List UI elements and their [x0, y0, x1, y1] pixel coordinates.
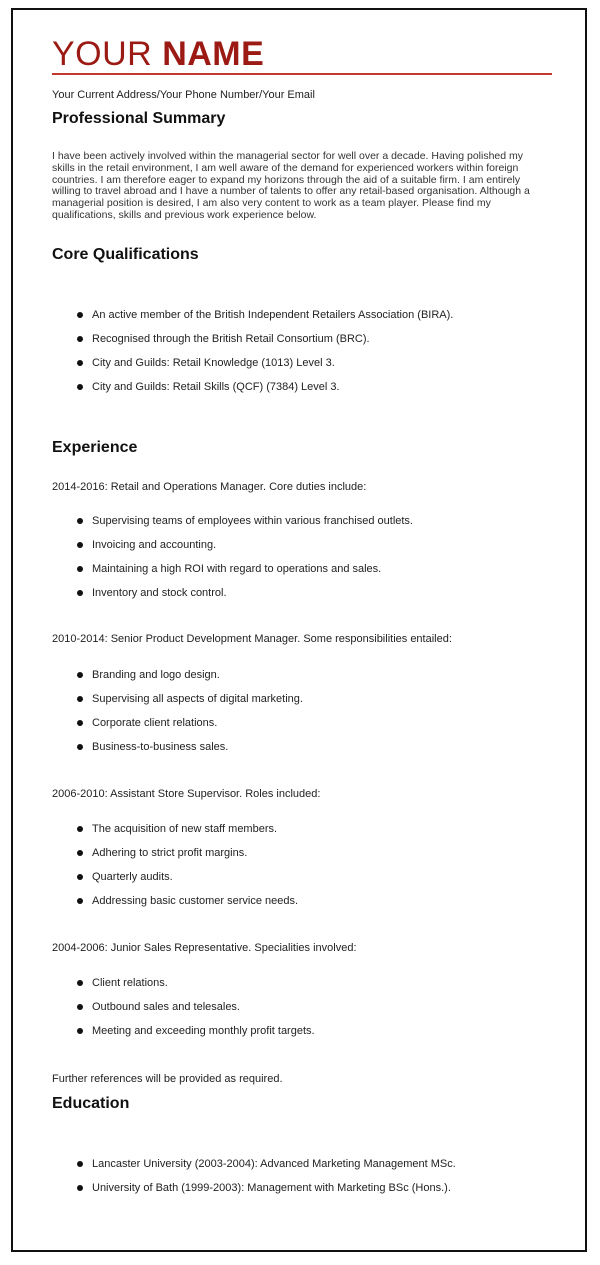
list-item — [52, 894, 298, 918]
list-item — [52, 846, 298, 870]
list-item — [52, 1024, 315, 1048]
list-item-text: Recognised through the British Retail Consortium (BRC). — [92, 333, 370, 345]
list-item — [52, 692, 303, 716]
list-item-text: Quarterly audits. — [92, 871, 173, 883]
list-item — [52, 1000, 315, 1024]
list-item-text: Maintaining a high ROI with regard to operations and sales. — [92, 563, 382, 575]
cv-name — [52, 34, 264, 74]
list-item — [52, 586, 413, 610]
bullet-icon — [77, 1185, 83, 1191]
list-item — [52, 332, 453, 356]
bullet-icon — [77, 826, 83, 832]
list-item — [52, 562, 413, 586]
bullet-icon — [77, 518, 83, 524]
job-duties-list — [52, 822, 298, 918]
list-item — [52, 514, 413, 538]
job-title: 2004-2006: Junior Sales Representative. Specialities involved: — [52, 942, 357, 954]
contact-line: Your Current Address/Your Phone Number/Your Email — [52, 89, 315, 101]
bullet-icon — [77, 590, 83, 596]
list-item-text: City and Guilds: Retail Knowledge (1013) Level 3. — [92, 357, 335, 369]
list-item — [52, 740, 303, 764]
list-item-text: Supervising teams of employees within various franchised outlets. — [92, 515, 413, 527]
bullet-icon — [77, 566, 83, 572]
summary-heading: Professional Summary — [52, 110, 226, 127]
list-item-text: Business-to-business sales. — [92, 741, 229, 753]
bullet-icon — [77, 744, 83, 750]
job-duties-list — [52, 668, 303, 764]
last-name: NAME — [162, 35, 265, 73]
list-item-text: Lancaster University (2003-2004): Advanced Marketing Management MSc. — [92, 1158, 456, 1170]
bullet-icon — [77, 542, 83, 548]
name-divider — [52, 73, 552, 75]
list-item — [52, 822, 298, 846]
education-heading: Education — [52, 1095, 130, 1112]
list-item-text: Corporate client relations. — [92, 717, 218, 729]
list-item-text: Invoicing and accounting. — [92, 539, 217, 551]
list-item-text: City and Guilds: Retail Skills (QCF) (7384) Level 3. — [92, 381, 340, 393]
bullet-icon — [77, 672, 83, 678]
list-item-text: Inventory and stock control. — [92, 587, 227, 599]
bullet-icon — [77, 850, 83, 856]
list-item-text: Client relations. — [92, 977, 168, 989]
references-note: Further references will be provided as required. — [52, 1073, 283, 1085]
job-duties-list — [52, 976, 315, 1048]
list-item-text: Outbound sales and telesales. — [92, 1001, 240, 1013]
list-item — [52, 308, 453, 332]
list-item — [52, 538, 413, 562]
list-item — [52, 716, 303, 740]
qualifications-heading: Core Qualifications — [52, 246, 199, 263]
list-item-text: The acquisition of new staff members. — [92, 823, 278, 835]
qualifications-list — [52, 308, 453, 404]
bullet-icon — [77, 360, 83, 366]
bullet-icon — [77, 696, 83, 702]
bullet-icon — [77, 1028, 83, 1034]
education-list — [52, 1157, 456, 1205]
bullet-icon — [77, 720, 83, 726]
job-title: 2006-2010: Assistant Store Supervisor. Roles included: — [52, 788, 321, 800]
list-item — [52, 356, 453, 380]
bullet-icon — [77, 898, 83, 904]
bullet-icon — [77, 980, 83, 986]
bullet-icon — [77, 874, 83, 880]
bullet-icon — [77, 384, 83, 390]
bullet-icon — [77, 336, 83, 342]
list-item — [52, 1181, 456, 1205]
list-item — [52, 668, 303, 692]
job-duties-list — [52, 514, 413, 610]
job-title: 2014-2016: Retail and Operations Manager. Core duties include: — [52, 481, 367, 493]
list-item-text: An active member of the British Independent Retailers Association (BIRA). — [92, 309, 454, 321]
bullet-icon — [77, 1004, 83, 1010]
list-item — [52, 976, 315, 1000]
list-item-text: Supervising all aspects of digital marketing. — [92, 693, 303, 705]
experience-heading: Experience — [52, 439, 138, 456]
list-item — [52, 1157, 456, 1181]
list-item-text: Branding and logo design. — [92, 669, 220, 681]
list-item-text: Adhering to strict profit margins. — [92, 847, 248, 859]
list-item-text: Meeting and exceeding monthly profit targets. — [92, 1025, 315, 1037]
list-item — [52, 870, 298, 894]
job-title: 2010-2014: Senior Product Development Manager. Some responsibilities entailed: — [52, 633, 452, 645]
list-item — [52, 380, 453, 404]
summary-text: I have been actively involved within the managerial sector for well over a decade. Having polished my skills in the retail environment, I am well aware of the demand for experienced workers within foreign countries. I am therefore eager to expand my horizons through the aid of a suitable firm. I am entirely willing to travel abroad and I have a number of talents to offer any retail-based organisation. Although a managerial position is desired, I am also very content to work as a team player. Please find my qualifications, skills and previous work experience below. — [52, 150, 530, 221]
list-item-text: Addressing basic customer service needs. — [92, 895, 299, 907]
list-item-text: University of Bath (1999-2003): Management with Marketing BSc (Hons.). — [92, 1182, 451, 1194]
bullet-icon — [77, 1161, 83, 1167]
first-name: YOUR — [52, 35, 153, 73]
bullet-icon — [77, 312, 83, 318]
